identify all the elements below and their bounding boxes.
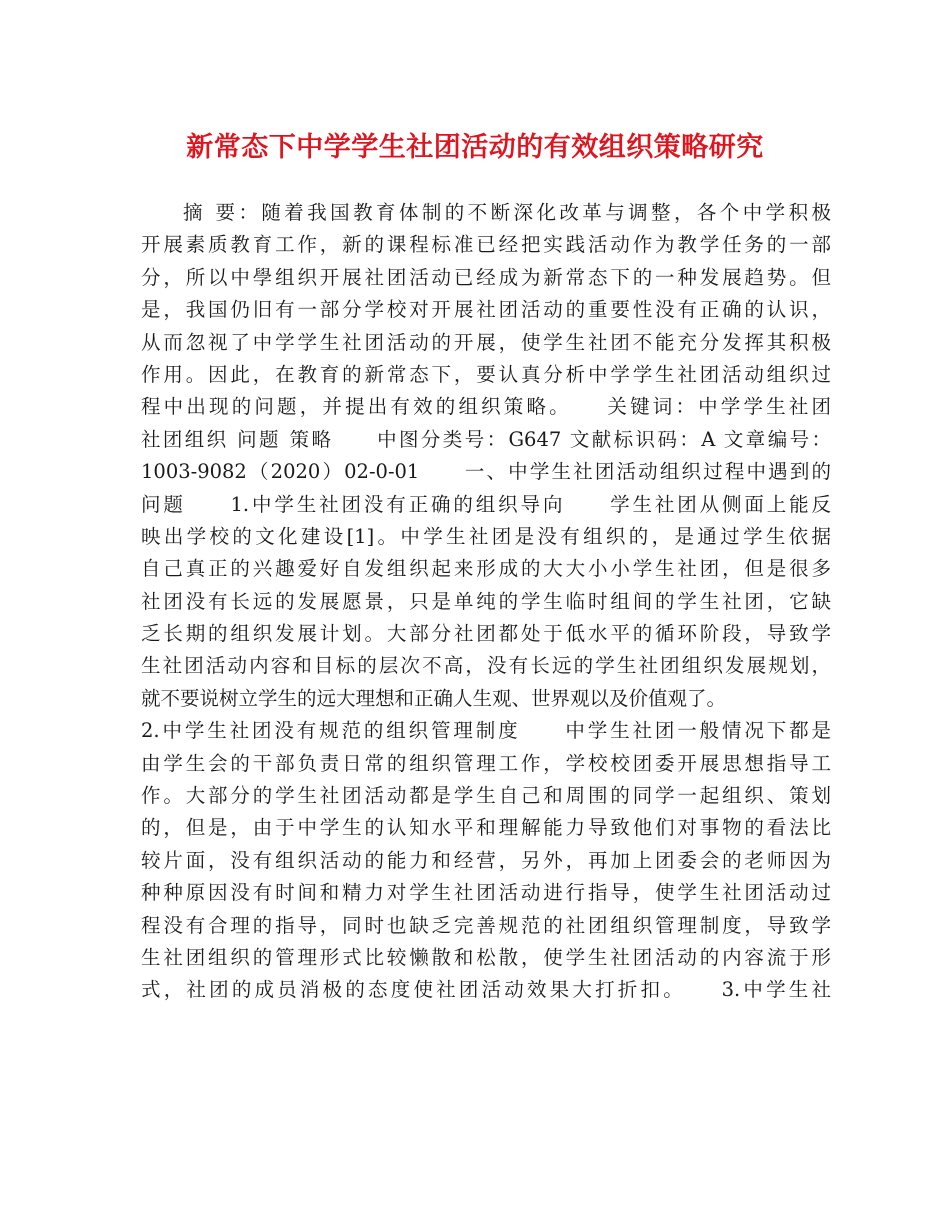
body-line-14: 乏长期的组织发展计划。大部分社团都处于低水平的循环阶段，导致学 — [141, 622, 831, 646]
body-line-25: 式，社团的成员消极的态度使社团活动效果大打折扣。 3.中学生社 — [141, 978, 831, 1002]
body-line-6: 作用。因此，在教育的新常态下，要认真分析中学学生社团活动组织过 — [141, 362, 831, 386]
body-line-1: 摘 要：随着我国教育体制的不断深化改革与调整，各个中学积极 — [183, 201, 831, 224]
body-line-24: 生社团组织的管理形式比较懒散和松散，使学生社团活动的内容流于形 — [141, 945, 831, 969]
body-line-16: 就不要说树立学生的远大理想和正确人生观、世界观以及价值观了。 — [141, 686, 727, 710]
body-line-10: 问题 1.中学生社团没有正确的组织导向 学生社团从侧面上能反 — [141, 492, 831, 516]
body-line-12: 自己真正的兴趣爱好自发组织起来形成的大大小小学生社团，但是很多 — [141, 557, 831, 581]
body-line-2: 开展素质教育工作，新的课程标准已经把实践活动作为教学任务的一部 — [141, 233, 831, 257]
body-line-17: 2.中学生社团没有规范的组织管理制度 中学生社团一般情况下都是 — [141, 719, 831, 743]
body-line-11: 映出学校的文化建设[1]。中学生社团是没有组织的，是通过学生依据 — [141, 524, 831, 548]
body-line-21: 较片面，没有组织活动的能力和经营，另外，再加上团委会的老师因为 — [141, 848, 831, 872]
document-body — [141, 197, 831, 1007]
body-line-7: 程中出现的问题，并提出有效的组织策略。 关键词：中学学生社团 — [141, 395, 831, 419]
body-line-23: 程没有合理的指导，同时也缺乏完善规范的社团组织管理制度，导致学 — [141, 913, 831, 937]
body-line-18: 由学生会的干部负责日常的组织管理工作，学校校团委开展思想指导工 — [141, 751, 831, 775]
document-title: 新常态下中学学生社团活动的有效组织策略研究 — [186, 132, 764, 163]
body-line-13: 社团没有长远的发展愿景，只是单纯的学生临时组间的学生社团，它缺 — [141, 589, 831, 613]
body-line-20: 的，但是，由于中学生的认知水平和理解能力导致他们对事物的看法比 — [141, 816, 831, 840]
body-line-15: 生社团活动内容和目标的层次不高，没有长远的学生社团组织发展规划， — [141, 654, 831, 678]
body-line-19: 作。大部分的学生社团活动都是学生自己和周围的同学一起组织、策划 — [141, 784, 831, 808]
body-line-5: 从而忽视了中学学生社团活动的开展，使学生社团不能充分发挥其积极 — [141, 330, 831, 354]
body-line-4: 是，我国仍旧有一部分学校对开展社团活动的重要性没有正确的认识， — [141, 298, 831, 322]
body-line-9: 1003-9082（2020）02-0-01 一、中学生社团活动组织过程中遇到的 — [141, 460, 831, 484]
body-line-3: 分，所以中學组织开展社团活动已经成为新常态下的一种发展趋势。但 — [141, 265, 831, 289]
body-line-22: 种种原因没有时间和精力对学生社团活动进行指导，使学生社团活动过 — [141, 881, 831, 905]
body-line-8: 社团组织 问题 策略 中图分类号：G647 文献标识码：A 文章编号： — [141, 427, 831, 451]
